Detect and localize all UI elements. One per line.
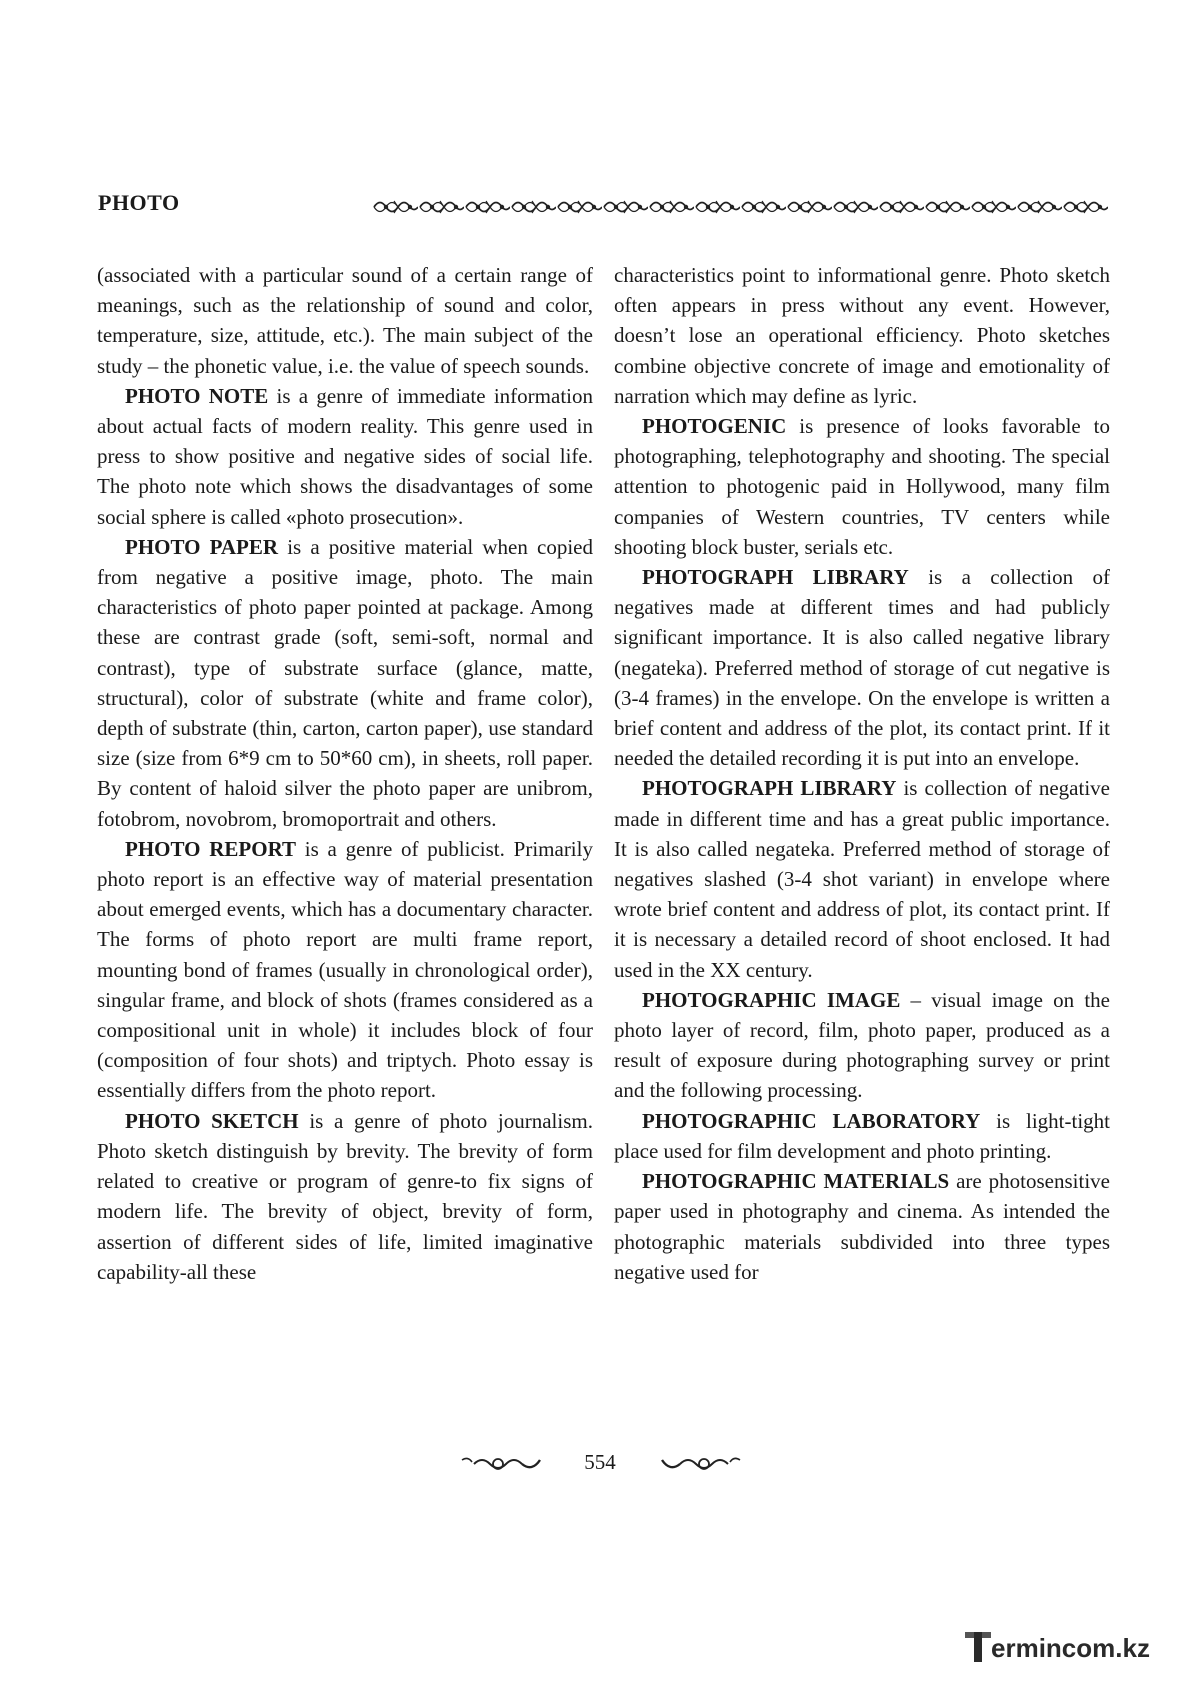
entry-definition: is collection of negative made in different time and has a great public importance. It is also called negateka. Preferred method of storage of negatives slashed (3-4 shot variant) in envelope where wrote brief content and address of plot, its contact print. If it is necessary a detailed record of shoot enclosed. It had used in the XX century.: [614, 776, 1110, 982]
dictionary-entry: [614, 773, 1110, 984]
entry-definition: – visual image on the photo layer of record, film, photo paper, produced as a result of exposure during photographing survey or print and the following processing.: [614, 987, 1111, 1103]
entry-definition: is a genre of publicist. Primarily photo report is an effective way of material presentation about emerged events, which has a documentary character. The forms of photo report are multi frame report, mounting bond of frames (usually in chronological order), singular frame, and block of shots (frames considered as a compositional unit in whole) it includes block of four (composition of four shots) and triptych. Photo essay is essentially differs from the photo report.: [97, 836, 593, 1103]
entry-definition: is a positive material when copied from negative a positive image, photo. The main characteristics of photo paper pointed at package. Among these are contrast grade (soft, semi-soft, normal and contrast), type of substrate surface (glance, matte, structural), color of substrate (white and frame color), depth of substrate (thin, carton, carton paper), use standard size (size from 6*9 cm to 50*60 cm), in sheets, roll paper. By content of haloid silver the photo paper are unibrom, fotobrom, novobrom, bromoportrait and others.: [97, 534, 593, 831]
left-column: [97, 260, 593, 1287]
dictionary-entry: [614, 411, 1110, 562]
dictionary-entry: [97, 532, 593, 834]
footer-ornament-right-icon: [660, 1454, 744, 1474]
dictionary-entry: [97, 834, 593, 1106]
paragraph: (associated with a particular sound of a certain range of meanings, such as the relationship of sound and color, temperature, size, attitude, etc.). The main subject of the study – the phonetic value, i.e. the value of speech sounds.: [97, 263, 593, 378]
running-head: PHOTO: [98, 190, 180, 215]
dictionary-entry: [97, 381, 593, 532]
right-column: [614, 260, 1110, 1287]
entry-term: PHOTO SKETCH: [125, 1108, 299, 1133]
entry-definition: is a genre of photo journalism. Photo sketch distinguish by brevity. The brevity of form related to creative or program of genre-to fix signs of modern life. The brevity of object, brevity of form, assertion of different sides of life, limited imaginative capability-all these: [97, 1108, 593, 1284]
entry-term: PHOTOGRAPHIC MATERIALS: [642, 1169, 950, 1194]
entry-definition: is a collection of negatives made at different times and had publicly significant importance. It is also called negative library (negateka). Preferred method of storage of cut negative is (3-4 frames) in the envelope. On the envelope is written a brief content and address of the plot, its contact print. If it needed the detailed recording it is put into an envelope.: [614, 565, 1110, 771]
paragraph: characteristics point to informational genre. Photo sketch often appears in press without any event. However, doesn’t lose an operational efficiency. Photo sketches combine objective concrete of image and emotionality of narration which may define as lyric.: [614, 263, 1110, 408]
t-logo-icon: [965, 1630, 991, 1664]
entry-term: PHOTOGENIC: [642, 414, 787, 439]
entry-definition: is light-tight place used for film development and photo printing.: [614, 1108, 1110, 1163]
entry-term: PHOTO REPORT: [125, 836, 296, 861]
entry-definition: is presence of looks favorable to photographing, telephotography and shooting. The special attention to photogenic paid in Hollywood, many film companies of Western countries, TV centers while shooting block buster, serials etc.: [614, 414, 1110, 559]
dictionary-entry: [614, 1106, 1110, 1166]
ornament-band-icon: [372, 196, 1108, 218]
footer-ornament-left-icon: [458, 1454, 542, 1474]
entry-term: PHOTOGRAPH LIBRARY: [642, 776, 897, 801]
entry-term: PHOTOGRAPHIC LABORATORY: [642, 1108, 981, 1133]
dictionary-entry: [614, 1166, 1110, 1287]
dictionary-entry: [614, 562, 1110, 773]
entry-term: PHOTO PAPER: [125, 534, 279, 559]
page-footer: [0, 1448, 1191, 1478]
entry-definition: is a genre of immediate information about actual facts of modern reality. This genre used in press to show positive and negative sides of social life. The photo note which shows the disadvantages of some social sphere is called «photo prosecution».: [97, 383, 593, 529]
entry-term: PHOTO NOTE: [125, 383, 269, 408]
entry-definition: are photosensitive paper used in photography and cinema. As intended the photographic materials subdivided into three types negative used for: [614, 1169, 1110, 1284]
page-header: [98, 190, 1108, 220]
page-number: 554: [584, 1450, 616, 1474]
dictionary-entry: [97, 1106, 593, 1287]
dictionary-entry: [614, 985, 1110, 1106]
site-watermark: [965, 1630, 1175, 1670]
watermark-text: ermincom.kz: [991, 1633, 1150, 1663]
entry-term: PHOTOGRAPHIC IMAGE: [642, 987, 901, 1012]
entry-term: PHOTOGRAPH LIBRARY: [642, 565, 909, 590]
